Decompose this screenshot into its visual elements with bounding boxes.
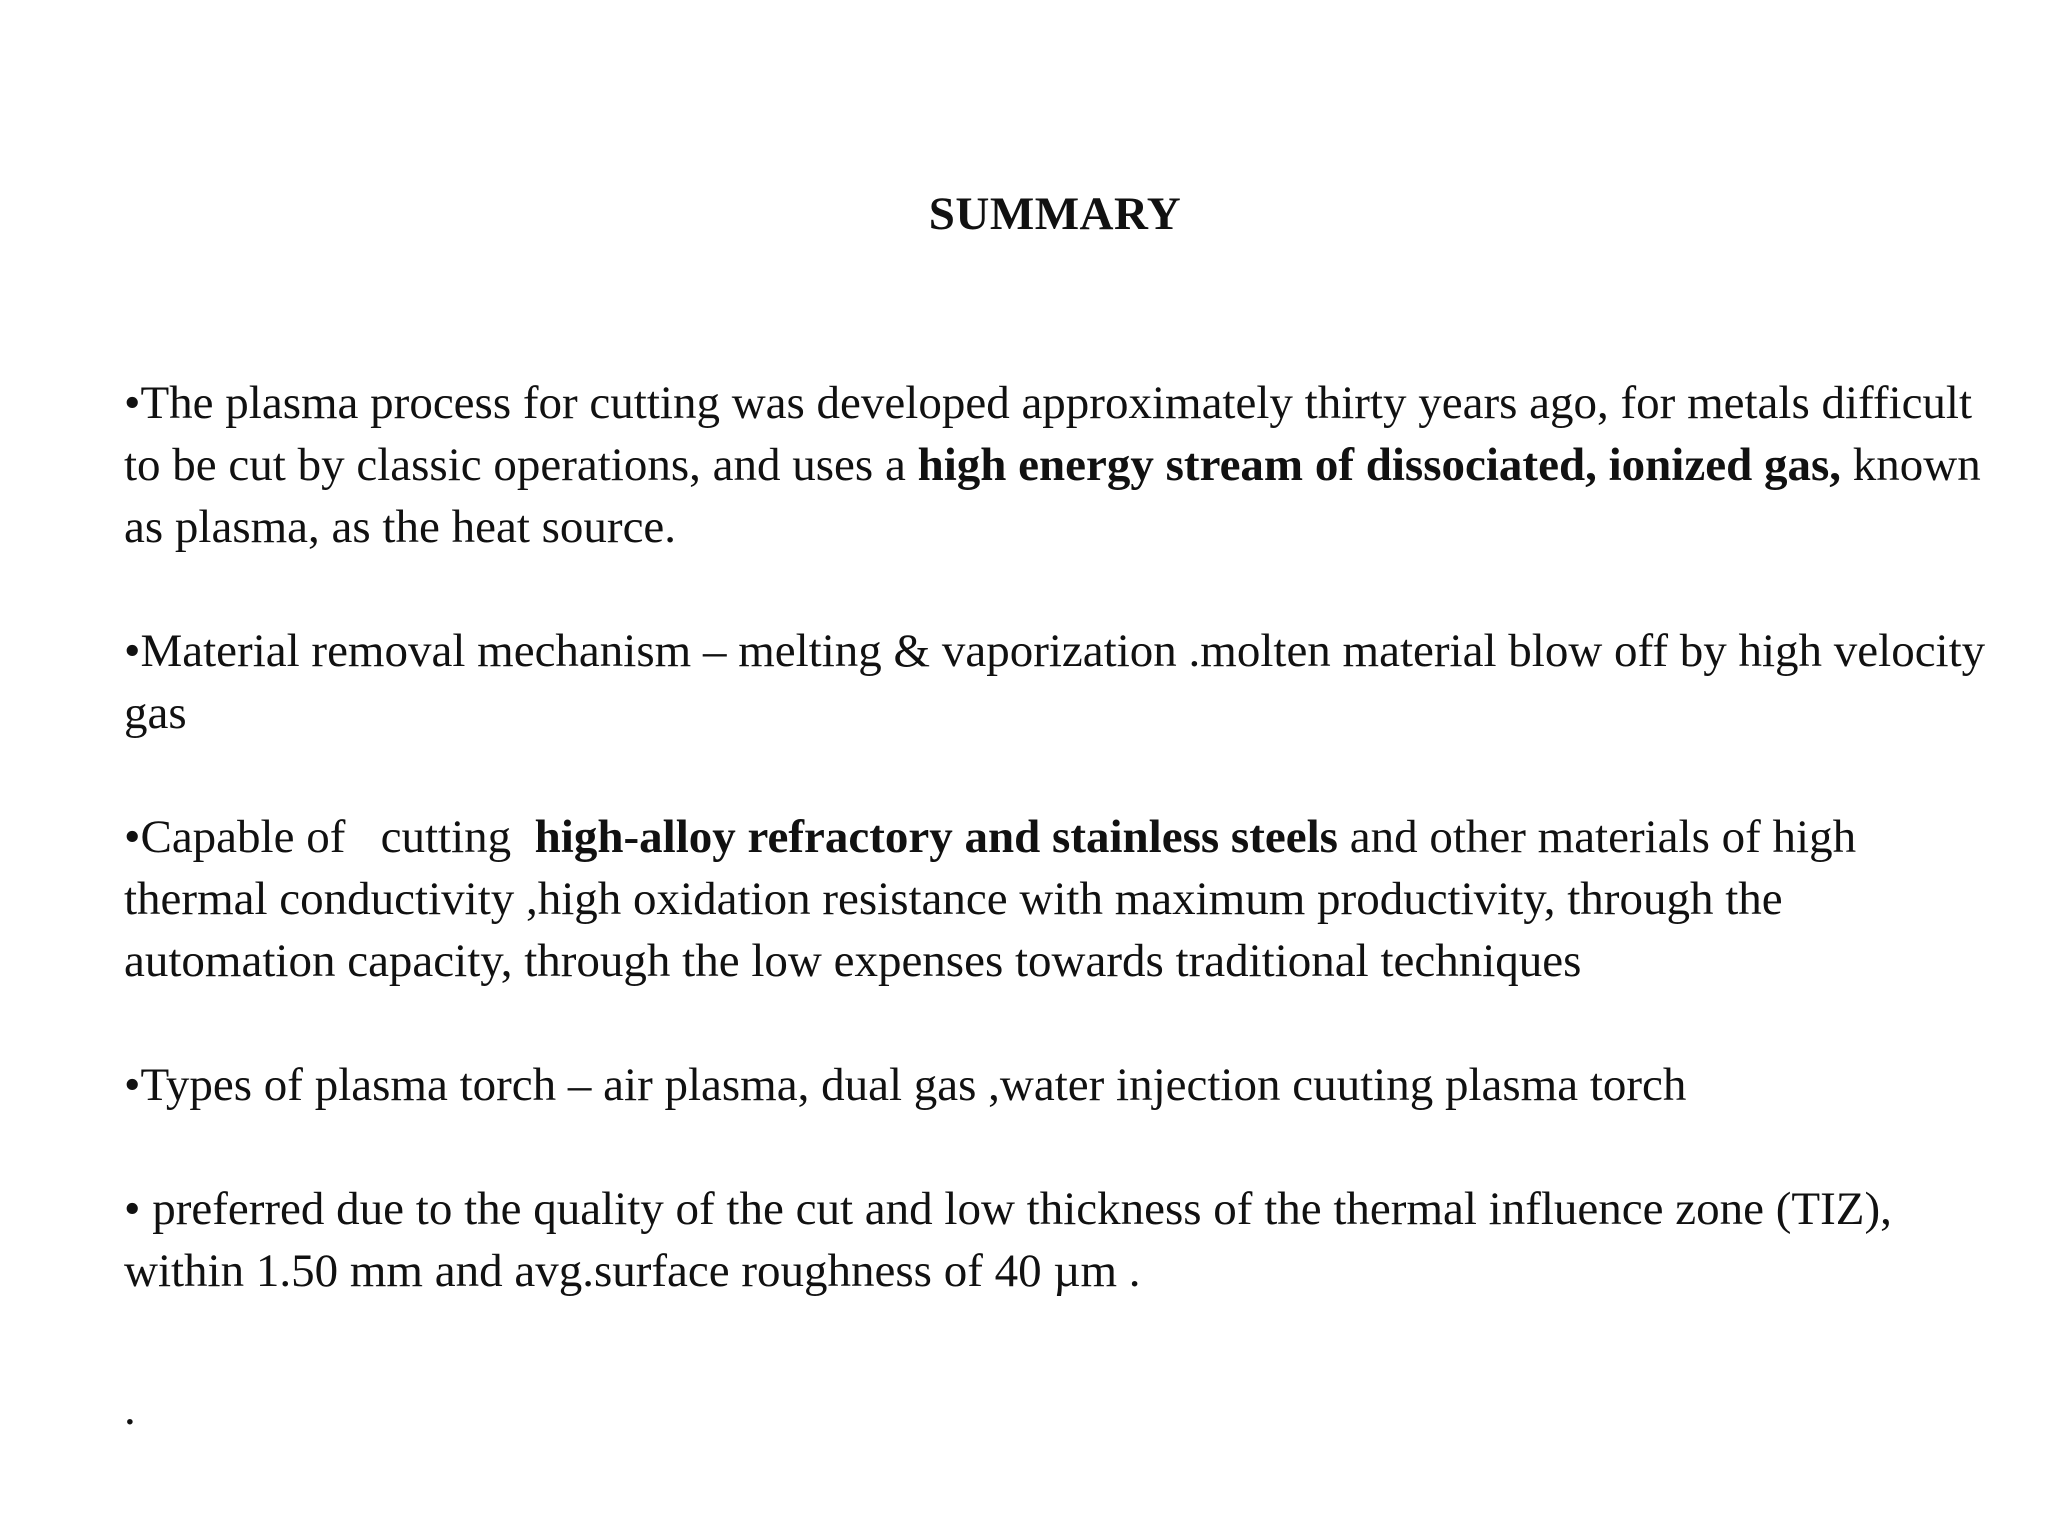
bullet-text: Types of plasma torch – air plasma, dual gas ,water injection cuuting plasma torch	[140, 1059, 1687, 1111]
bullet-text: preferred due to the quality of the cut and low thickness of the thermal influence zone (TIZ), within 1.50 mm and avg.surface roughness of 40 µm .	[124, 1183, 1892, 1297]
bullet-item-removal-mechanism	[124, 620, 2004, 744]
bullet-text: Material removal mechanism – melting & vaporization .molten material blow off by high velocity gas	[124, 625, 1986, 739]
bullet-marker: •	[124, 1183, 141, 1235]
bullet-text: Capable of cutting	[140, 811, 535, 863]
bullet-text: known as plasma, as the heat source.	[124, 439, 1981, 553]
bullet-text: The plasma process for cutting was developed approximately thirty years ago, for metals difficult to be cut by classic operations, and uses a	[124, 377, 1973, 491]
bullet-text-bold: high-alloy refractory and stainless steels	[534, 811, 1338, 863]
bullet-item-capabilities	[124, 806, 2004, 992]
bullet-item-cut-quality	[124, 1178, 2004, 1302]
bullet-item-torch-types	[124, 1054, 2004, 1116]
bullet-marker: •	[124, 1059, 141, 1111]
trailing-period: .	[124, 1383, 136, 1435]
bullet-list	[124, 372, 2004, 1302]
bullet-item-plasma-process	[124, 372, 2004, 558]
bullet-marker: •	[124, 625, 141, 677]
slide-title: SUMMARY	[928, 188, 1182, 240]
bullet-text: and other materials of high thermal conductivity ,high oxidation resistance with maximum productivity, through the automation capacity, through the low expenses towards traditional techniques	[124, 811, 1857, 987]
bullet-marker: •	[124, 811, 141, 863]
bullet-marker: •	[124, 377, 141, 429]
bullet-text-bold: high energy stream of dissociated, ionized gas,	[917, 439, 1841, 491]
